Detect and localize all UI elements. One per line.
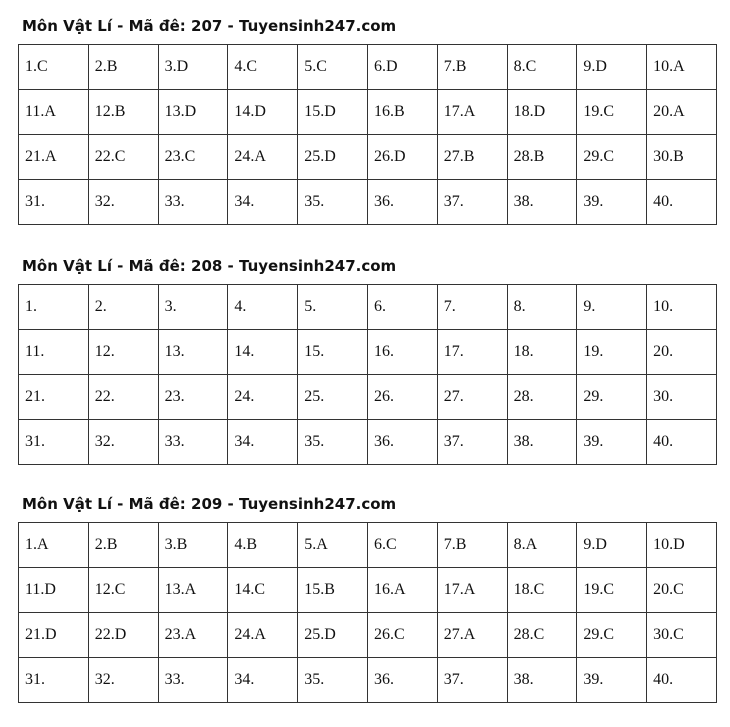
answer-cell: 6.D (367, 45, 437, 90)
answer-cell: 26.C (367, 613, 437, 658)
answer-cell: 34. (228, 180, 298, 225)
answer-cell: 12.B (88, 90, 158, 135)
answer-cell: 12.C (88, 568, 158, 613)
table-row (19, 90, 717, 135)
answer-cell: 39. (577, 420, 647, 465)
answer-cell: 22.C (88, 135, 158, 180)
answer-cell: 21.A (19, 135, 89, 180)
answer-cell: 22.D (88, 613, 158, 658)
answer-cell: 12. (88, 330, 158, 375)
section-title: Môn Vật Lí - Mã đê: 209 - Tuyensinh247.com (22, 495, 397, 513)
answer-cell: 13.D (158, 90, 228, 135)
answer-cell: 39. (577, 180, 647, 225)
table-row (19, 613, 717, 658)
answer-section-208 (18, 256, 717, 465)
answer-cell: 37. (437, 420, 507, 465)
answer-cell: 17. (437, 330, 507, 375)
answer-cell: 5.A (298, 523, 368, 568)
answer-cell: 23.A (158, 613, 228, 658)
answer-cell: 11.D (19, 568, 89, 613)
answer-section-207 (18, 16, 717, 225)
answer-cell: 26.D (367, 135, 437, 180)
answer-cell: 22. (88, 375, 158, 420)
answer-cell: 30.B (647, 135, 717, 180)
answer-cell: 26. (367, 375, 437, 420)
answer-cell: 27.B (437, 135, 507, 180)
answer-cell: 34. (228, 658, 298, 703)
answer-cell: 35. (298, 658, 368, 703)
answer-cell: 4.C (228, 45, 298, 90)
table-row (19, 135, 717, 180)
table-row (19, 523, 717, 568)
answer-cell: 25.D (298, 135, 368, 180)
answer-cell: 32. (88, 420, 158, 465)
answer-cell: 24.A (228, 613, 298, 658)
answer-cell: 19.C (577, 90, 647, 135)
table-row (19, 658, 717, 703)
answer-cell: 24. (228, 375, 298, 420)
answer-cell: 18.C (507, 568, 577, 613)
answer-cell: 28. (507, 375, 577, 420)
answer-cell: 33. (158, 180, 228, 225)
answer-cell: 36. (367, 420, 437, 465)
answer-cell: 31. (19, 658, 89, 703)
answer-cell: 2. (88, 285, 158, 330)
table-row (19, 285, 717, 330)
answer-cell: 39. (577, 658, 647, 703)
answer-cell: 8.C (507, 45, 577, 90)
answer-cell: 25.D (298, 613, 368, 658)
answer-cell: 1.C (19, 45, 89, 90)
answer-cell: 15. (298, 330, 368, 375)
answer-cell: 40. (647, 420, 717, 465)
answer-cell: 16.A (367, 568, 437, 613)
answer-cell: 18. (507, 330, 577, 375)
answer-cell: 24.A (228, 135, 298, 180)
answer-cell: 36. (367, 658, 437, 703)
answer-cell: 31. (19, 420, 89, 465)
answer-cell: 30.C (647, 613, 717, 658)
answer-cell: 37. (437, 180, 507, 225)
answer-cell: 8.A (507, 523, 577, 568)
answer-cell: 32. (88, 658, 158, 703)
answer-cell: 14.C (228, 568, 298, 613)
answer-cell: 34. (228, 420, 298, 465)
answer-cell: 3.D (158, 45, 228, 90)
answer-cell: 9. (577, 285, 647, 330)
answer-cell: 17.A (437, 90, 507, 135)
answer-cell: 20. (647, 330, 717, 375)
section-title: Môn Vật Lí - Mã đê: 207 - Tuyensinh247.com (22, 17, 397, 35)
answer-cell: 2.B (88, 45, 158, 90)
table-row (19, 180, 717, 225)
answer-cell: 23.C (158, 135, 228, 180)
answer-section-209 (18, 494, 717, 703)
answer-cell: 17.A (437, 568, 507, 613)
answer-cell: 11.A (19, 90, 89, 135)
table-row (19, 568, 717, 613)
answer-cell: 13. (158, 330, 228, 375)
answer-cell: 1.A (19, 523, 89, 568)
answer-cell: 9.D (577, 523, 647, 568)
answer-cell: 10.A (647, 45, 717, 90)
answer-cell: 8. (507, 285, 577, 330)
answer-cell: 16. (367, 330, 437, 375)
answer-cell: 32. (88, 180, 158, 225)
answer-cell: 38. (507, 658, 577, 703)
answer-cell: 27. (437, 375, 507, 420)
section-title: Môn Vật Lí - Mã đê: 208 - Tuyensinh247.com (22, 257, 397, 275)
answer-cell: 3.B (158, 523, 228, 568)
answer-cell: 40. (647, 180, 717, 225)
answer-cell: 14.D (228, 90, 298, 135)
answer-cell: 7.B (437, 45, 507, 90)
answer-cell: 9.D (577, 45, 647, 90)
answer-cell: 23. (158, 375, 228, 420)
answer-cell: 10. (647, 285, 717, 330)
answer-cell: 4.B (228, 523, 298, 568)
answer-cell: 38. (507, 180, 577, 225)
answer-cell: 13.A (158, 568, 228, 613)
answer-cell: 20.A (647, 90, 717, 135)
answer-cell: 18.D (507, 90, 577, 135)
answer-cell: 6. (367, 285, 437, 330)
answer-cell: 35. (298, 180, 368, 225)
table-row (19, 45, 717, 90)
answer-cell: 4. (228, 285, 298, 330)
answer-cell: 35. (298, 420, 368, 465)
answer-cell: 21.D (19, 613, 89, 658)
answer-cell: 33. (158, 658, 228, 703)
answer-cell: 38. (507, 420, 577, 465)
answer-cell: 7.B (437, 523, 507, 568)
answer-cell: 3. (158, 285, 228, 330)
answer-cell: 40. (647, 658, 717, 703)
answer-table (18, 522, 717, 703)
answer-cell: 19. (577, 330, 647, 375)
answer-cell: 21. (19, 375, 89, 420)
answer-cell: 25. (298, 375, 368, 420)
answer-cell: 7. (437, 285, 507, 330)
answer-cell: 37. (437, 658, 507, 703)
answer-cell: 16.B (367, 90, 437, 135)
answer-cell: 14. (228, 330, 298, 375)
answer-table (18, 284, 717, 465)
table-row (19, 330, 717, 375)
answer-cell: 10.D (647, 523, 717, 568)
answer-cell: 20.C (647, 568, 717, 613)
answer-cell: 1. (19, 285, 89, 330)
table-row (19, 420, 717, 465)
answer-cell: 36. (367, 180, 437, 225)
table-row (19, 375, 717, 420)
answer-cell: 33. (158, 420, 228, 465)
answer-cell: 31. (19, 180, 89, 225)
answer-cell: 29. (577, 375, 647, 420)
answer-cell: 6.C (367, 523, 437, 568)
answer-cell: 11. (19, 330, 89, 375)
answer-cell: 15.D (298, 90, 368, 135)
answer-cell: 28.B (507, 135, 577, 180)
answer-cell: 28.C (507, 613, 577, 658)
answer-table (18, 44, 717, 225)
answer-cell: 30. (647, 375, 717, 420)
answer-cell: 29.C (577, 613, 647, 658)
answer-cell: 27.A (437, 613, 507, 658)
answer-cell: 5. (298, 285, 368, 330)
answer-cell: 19.C (577, 568, 647, 613)
answer-cell: 15.B (298, 568, 368, 613)
answer-cell: 2.B (88, 523, 158, 568)
answer-cell: 5.C (298, 45, 368, 90)
answer-cell: 29.C (577, 135, 647, 180)
